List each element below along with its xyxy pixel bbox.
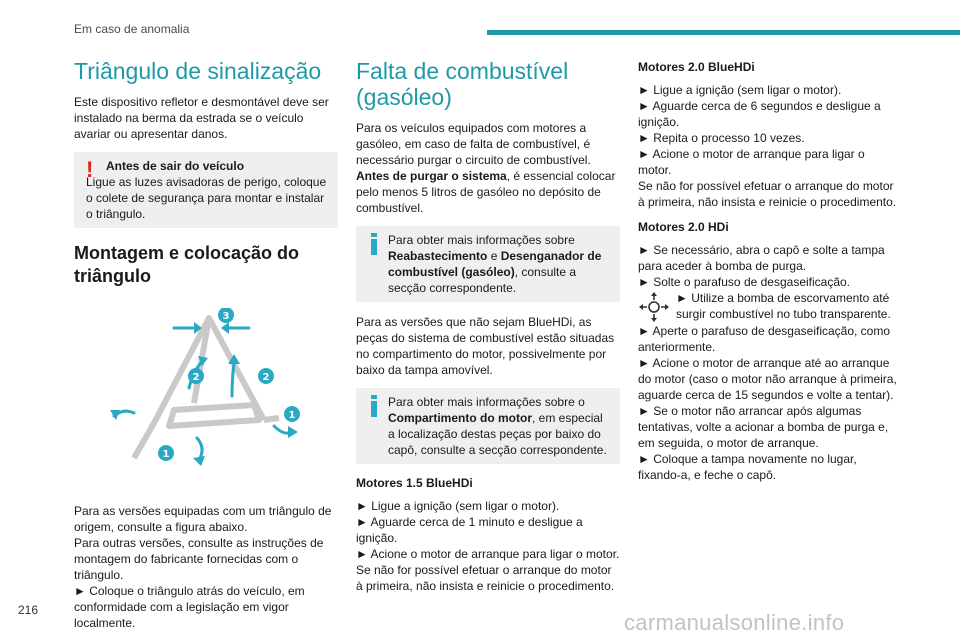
fuel-intro-bold: Antes de purgar o sistema	[356, 169, 507, 183]
info2-t2: , em especial a localização destas peças por baixo do capô, consulte a secção correspondente.	[388, 411, 607, 457]
info1-t1: Para obter mais informações sobre	[388, 233, 575, 247]
section-title-warning-triangle: Triângulo de sinalização	[74, 58, 322, 84]
assembly-title: Montagem e colocação do triângulo	[74, 243, 300, 286]
e2-step-1: ► Se necessário, abra o capô e solte a tampa para aceder à bomba de purga.	[638, 243, 885, 273]
e2-step-2: ► Solte o parafuso de desgaseificação.	[638, 275, 851, 289]
e1-step-note: Se não for possível efetuar o arranque do motor à primeira, não insista e reinicie o procedimento.	[638, 179, 897, 209]
engine-title-2-0-hdi: Motores 2.0 HDi	[638, 220, 729, 234]
info-icon	[370, 395, 378, 417]
body-paragraph-3: ► Coloque o triângulo atrás do veículo, em conformidade com a legislação em vigor localmente.	[74, 584, 305, 630]
info-note-refuelling	[356, 226, 620, 302]
e1-step-1: ► Ligue a ignição (sem ligar o motor).	[638, 83, 842, 97]
e1-step-2: ► Aguarde cerca de 6 segundos e desligue a ignição.	[638, 99, 881, 129]
engine-title-1-5-bluehdi: Motores 1.5 BlueHDi	[356, 476, 473, 490]
step-1: ► Ligue a ignição (sem ligar o motor).	[356, 499, 560, 513]
e2-step-4: ► Acione o motor de arranque até ao arranque do motor (caso o motor não arranque à primeira, aguarde cerca de 15 segundos e volte a tentar).	[638, 356, 897, 402]
engine-title-2-0-bluehdi: Motores 2.0 BlueHDi	[638, 60, 755, 74]
page-number: 216	[18, 603, 39, 617]
callout-label-1-right: 1	[288, 410, 296, 421]
body-paragraph-1: Para as versões equipadas com um triângulo de origem, consulte a figura abaixo.	[74, 504, 332, 534]
column-3	[638, 52, 900, 493]
step-2: ► Aguarde cerca de 1 minuto e desligue a ignição.	[356, 515, 583, 545]
info1-b2: Desenganador de combustível (gasóleo)	[388, 249, 602, 279]
header-rule	[487, 30, 960, 35]
intro-paragraph: Este dispositivo refletor e desmontável deve ser instalado na berma da estrada se o veículo avariar ou apresentar danos.	[74, 95, 329, 141]
info-note-engine-compartment	[356, 388, 620, 464]
column-1	[74, 52, 338, 641]
body-paragraph-2: Para outras versões, consulte as instruções de montagem do fabricante fornecidas com o triângulo.	[74, 536, 324, 582]
e2-pump-step	[638, 290, 900, 323]
step-note: Se não for possível efetuar o arranque do motor à primeira, não insista e reinicie o procedimento.	[356, 563, 615, 593]
watermark: carmanualsonline.info	[624, 610, 845, 635]
triangle-assembly-figure	[94, 308, 314, 478]
warning-icon: !	[86, 157, 94, 182]
hand-pump-icon	[638, 291, 670, 323]
e1-step-4: ► Acione o motor de arranque para ligar o motor.	[638, 147, 865, 177]
step-3: ► Acione o motor de arranque para ligar o motor.	[356, 547, 620, 561]
warning-title: Antes de sair do veículo	[106, 159, 245, 173]
fuel-intro	[356, 120, 620, 216]
callout-label-1-left: 1	[162, 449, 170, 460]
chapter-title: Em caso de anomalia	[74, 22, 190, 36]
non-bluehdi-paragraph: Para as versões que não sejam BlueHDi, as peças do sistema de combustível estão situadas no compartimento do motor, possivelmente por baixo da tampa amovível.	[356, 315, 615, 377]
info-icon	[370, 233, 378, 255]
pump-step-text: ► Utilize a bomba de escorvamento até surgir combustível no tubo transparente.	[676, 291, 891, 321]
section-title-fuel-shortage: Falta de combustível (gasóleo)	[356, 58, 569, 110]
e1-step-3: ► Repita o processo 10 vezes.	[638, 131, 805, 145]
info2-b1: Compartimento do motor	[388, 411, 532, 425]
fuel-intro-text: Para os veículos equipados com motores a gasóleo, em caso de falta de combustível, é necessário purgar o circuito de combustível.	[356, 121, 591, 167]
column-2	[356, 52, 620, 604]
e2-step-3: ► Aperte o parafuso de desgaseificação, como anteriormente.	[638, 324, 891, 354]
fuel-intro-text-2: , é essencial colocar pelo menos 5 litros de gasóleo no depósito de combustível.	[356, 169, 616, 215]
callout-label-3: 3	[222, 311, 230, 322]
e2-step-5: ► Se o motor não arrancar após algumas tentativas, volte a acionar a bomba de purga e, em seguida, o motor de arranque.	[638, 404, 889, 450]
info2-t1: Para obter mais informações sobre o	[388, 395, 585, 409]
e2-step-6: ► Coloque a tampa novamente no lugar, fixando-a, e feche o capô.	[638, 452, 857, 482]
info1-t2: e	[487, 249, 501, 263]
warning-text: Ligue as luzes avisadoras de perigo, coloque o colete de segurança para montar e instalar o triângulo.	[86, 175, 327, 221]
callout-label-2-left: 2	[192, 372, 200, 383]
callout-label-2-right: 2	[262, 372, 270, 383]
info1-b1: Reabastecimento	[388, 249, 488, 263]
warning-note	[74, 152, 338, 228]
info1-t3: , consulte a secção correspondente.	[388, 265, 577, 295]
